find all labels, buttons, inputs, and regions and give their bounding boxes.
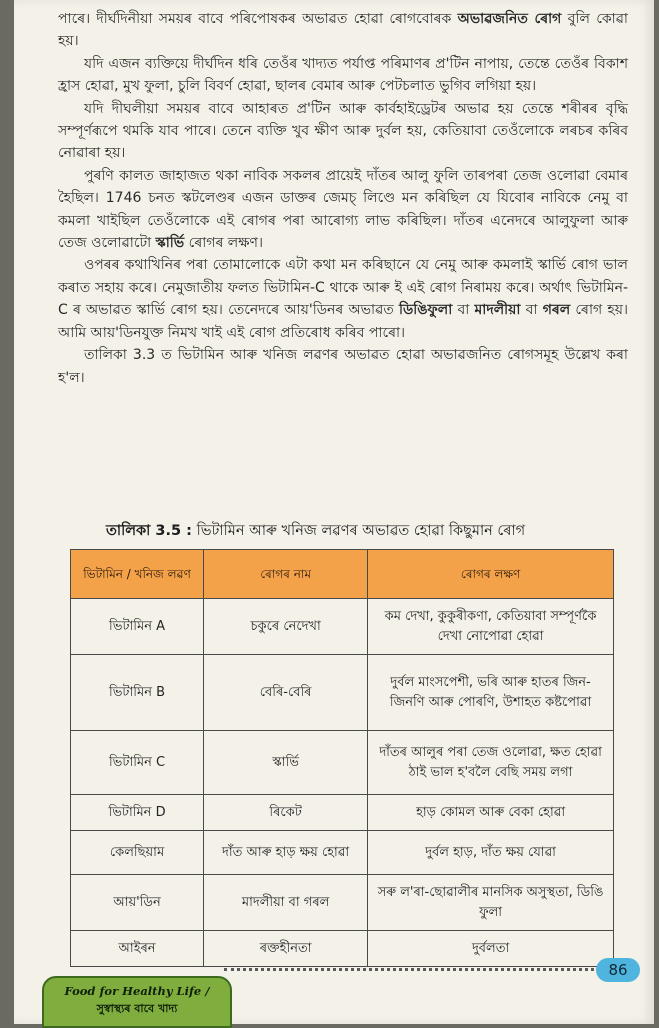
footer-title-en: Food for Healthy Life / <box>64 984 210 998</box>
term-goitre-3: গৰল <box>542 302 571 319</box>
table-header-row <box>71 550 614 599</box>
cell-nutrient: আয়'ডিন <box>71 875 204 931</box>
header-nutrient: ভিটামিন / খনিজ লৱণ <box>71 550 204 599</box>
table-caption: তালিকা 3.5 : ভিটামিন আৰু খনিজ লৱণৰ অভাৱত হোৱা কিছুমান ৰোগ <box>106 523 526 539</box>
header-symptoms: ৰোগৰ লক্ষণ <box>368 550 614 599</box>
paragraph-3: যদি দীঘলীয়া সময়ৰ বাবে আহাৰত প্ৰ'টিন আৰু কাৰ্বহাইড্ৰেটৰ অভাৱ হয় তেন্তে শৰীৰৰ বৃদ্ধি সম্পূৰ্ণৰূপে থমকি যাব পাৰে। তেনে ব্যক্তি খুব ক্ষীণ আৰু দুৰ্বল হয়, কেতিয়াবা তেওঁলোকে লৰচৰ কৰিব নোৱাৰা হয়। <box>58 100 628 162</box>
cell-symptoms: সৰু ল'ৰা-ছোৱালীৰ মানসিক অসুস্থতা, ডিঙি ফুলা <box>368 875 614 931</box>
cell-symptoms: দুৰ্বল মাংসপেশী, ভৰি আৰু হাতৰ জিন-জিনণি আৰু পোৰণি, উশাহত কষ্টপোৱা <box>368 655 614 731</box>
cell-nutrient: ভিটামিন D <box>71 795 204 831</box>
term-deficiency-disease: অভাৱজনিত ৰোগ <box>457 11 562 27</box>
cell-symptoms: হাড় কোমল আৰু বেকা হোৱা <box>368 795 614 831</box>
cell-symptoms: দাঁতৰ আলুৰ পৰা তেজ ওলোৱা, ক্ষত হোৱা ঠাই ভাল হ'বলৈ বেছি সময় লগা <box>368 731 614 795</box>
paragraph-1: পাৰে। দীৰ্ঘদিনীয়া সময়ৰ বাবে পৰিপোষকৰ অভাৱত হোৱা ৰোগবোৰক অভাৱজনিত ৰোগ বুলি কোৱা হয়। <box>58 11 628 50</box>
page-number: 86 <box>596 958 640 982</box>
cell-disease: বেৰি-বেৰি <box>204 655 368 731</box>
table-row <box>71 831 614 875</box>
table-row <box>71 731 614 795</box>
paragraph-5: ওপৰৰ কথাখিনিৰ পৰা তোমালোকে এটা কথা মন কৰিছানে যে নেমু আৰু কমলাই স্কাৰ্ভি ৰোগ ভাল কৰাত সহায় কৰে। নেমুজাতীয় ফলত ভিটামিন-C থাকে আৰু ই এই ৰোগ নিৰাময় কৰে। অৰ্থাৎ ভিটামিন-C ৰ অভাৱত স্কাৰ্ভি ৰোগ হয়। তেনেদৰে আয়'ডিনৰ অভাৱত ডিঙিফুলা বা মাদলীয়া বা গৰল ৰোগ হয়। আমি আয়'ডিনযুক্ত নিমখ খাই এই ৰোগ প্ৰতিৰোধ কৰিব পাৰো। <box>58 257 628 341</box>
cell-symptoms: দুৰ্বল হাড়, দাঁত ক্ষয় যোৱা <box>368 831 614 875</box>
cell-disease: দাঁত আৰু হাড় ক্ষয় হোৱা <box>204 831 368 875</box>
cell-disease: চকুৰে নেদেখা <box>204 599 368 655</box>
cell-nutrient: ভিটামিন B <box>71 655 204 731</box>
term-goitre-1: ডিঙিফুলা <box>398 302 453 319</box>
cell-disease: ৰক্তহীনতা <box>204 931 368 967</box>
body-text <box>58 8 628 389</box>
term-scurvy: স্কাৰ্ভি <box>155 235 185 252</box>
cell-symptoms: কম দেখা, কুকুৰীকণা, কেতিয়াবা সম্পূৰ্ণকৈ দেখা নোপোৱা হোৱা <box>368 599 614 655</box>
book-title-tab <box>42 976 232 1028</box>
cell-disease: মাদলীয়া বা গৰল <box>204 875 368 931</box>
dotted-rule <box>224 968 594 971</box>
table-row <box>71 795 614 831</box>
cell-disease: স্কাৰ্ভি <box>204 731 368 795</box>
table-row <box>71 875 614 931</box>
cell-nutrient: ভিটামিন C <box>71 731 204 795</box>
table-number: তালিকা 3.5 : <box>106 523 192 539</box>
table-row <box>71 655 614 731</box>
book-page <box>14 0 654 1024</box>
table-row <box>71 931 614 967</box>
header-disease: ৰোগৰ নাম <box>204 550 368 599</box>
deficiency-disease-table <box>70 549 614 967</box>
cell-nutrient: আইৰন <box>71 931 204 967</box>
cell-disease: ৰিকেট <box>204 795 368 831</box>
term-goitre-2: মাদলীয়া <box>474 302 521 319</box>
table-row <box>71 599 614 655</box>
paragraph-6: তালিকা 3.3 ত ভিটামিন আৰু খনিজ লৱণৰ অভাৱত হোৱা অভাৱজনিত ৰোগসমূহ উল্লেখ কৰা হ'ল। <box>58 347 628 386</box>
paragraph-4: পুৰণি কালত জাহাজত থকা নাবিক সকলৰ প্ৰায়েই দাঁতৰ আলু ফুলি তাৰপৰা তেজ ওলোৱা বেমাৰ হৈছিল। 1746 চনত স্কটলেণ্ডৰ এজন ডাক্তৰ জেমচ্ লিণ্ডে মন কৰিছিল যে যিবোৰ নাবিকে নেমু বা কমলা খাইছিল তেওঁলোকে এই ৰোগৰ পৰা আৰোগ্য লাভ কৰিছিল। দাঁতৰ এনেদৰে আলুফুলা আৰু তেজ ওলোৱাটো স্কাৰ্ভি ৰোগৰ লক্ষণ। <box>58 167 628 252</box>
cell-symptoms: দুৰ্বলতা <box>368 931 614 967</box>
footer-title-as: সুস্বাস্থ্যৰ বাবে খাদ্য <box>96 1002 178 1015</box>
cell-nutrient: ভিটামিন A <box>71 599 204 655</box>
cell-nutrient: কেলছিয়াম <box>71 831 204 875</box>
paragraph-2: যদি এজন ব্যক্তিয়ে দীৰ্ঘদিন ধৰি তেওঁৰ খাদ্যত পৰ্যাপ্ত পৰিমাণৰ প্ৰ'টিন নাপায়, তেন্তে তেওঁৰ বিকাশ হ্ৰাস হোৱা, মুখ ফুলা, চুলি বিবৰ্ণ হোৱা, ছালৰ বেমাৰ আৰু পেটচলাত ভুগিব লগিয়া হয়। <box>58 55 628 95</box>
